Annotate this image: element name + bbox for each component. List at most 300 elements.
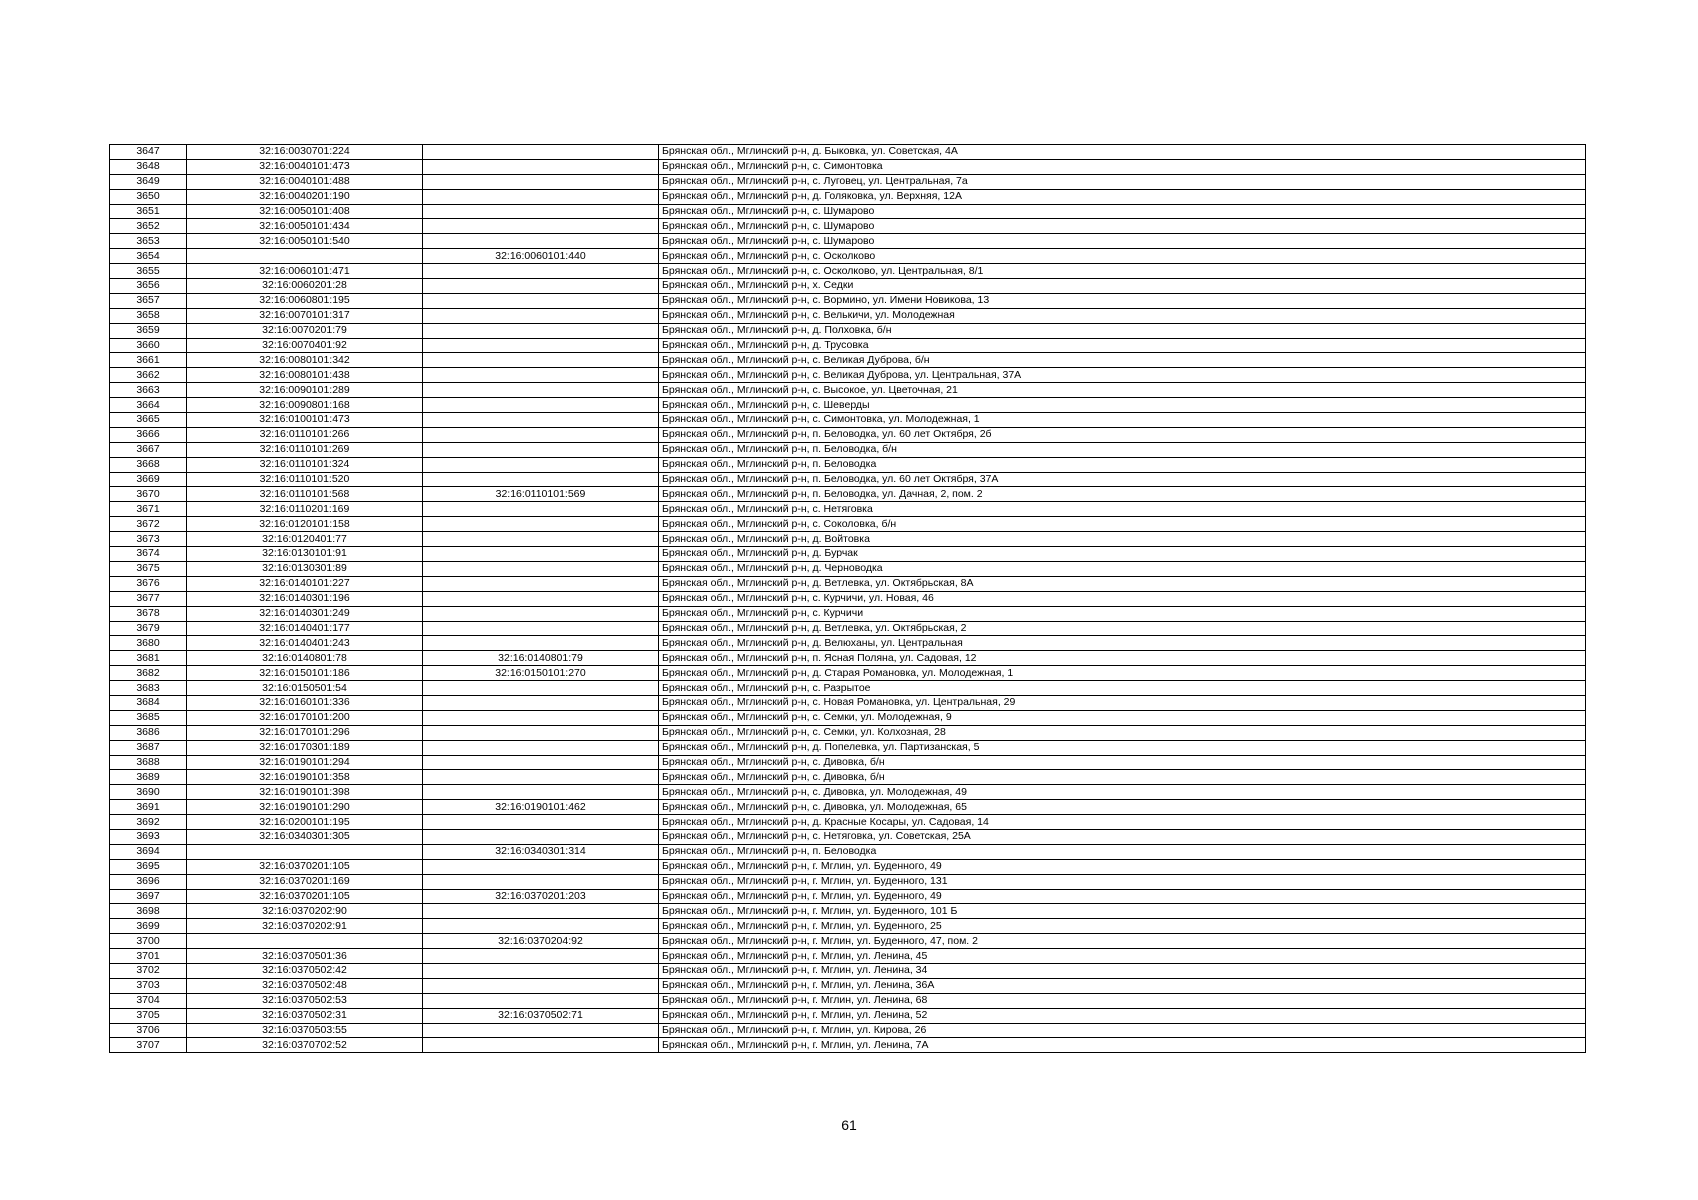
table-row (110, 472, 1586, 487)
related-cadastral-number-cell (423, 591, 659, 606)
table-row (110, 532, 1586, 547)
related-cadastral-number-cell: 32:16:0370201:203 (423, 889, 659, 904)
cadastral-number-cell: 32:16:0070401:92 (187, 338, 423, 353)
related-cadastral-number-cell (423, 383, 659, 398)
table-row (110, 755, 1586, 770)
row-number-cell: 3701 (110, 949, 187, 964)
cadastral-number-cell: 32:16:0040101:473 (187, 159, 423, 174)
related-cadastral-number-cell (423, 1023, 659, 1038)
address-cell: Брянская обл., Мглинский р-н, д. Быковка, ул. Советская, 4А (659, 145, 1586, 160)
related-cadastral-number-cell (423, 159, 659, 174)
row-number-cell: 3679 (110, 621, 187, 636)
table-row (110, 785, 1586, 800)
address-cell: Брянская обл., Мглинский р-н, с. Дивовка, б/н (659, 755, 1586, 770)
related-cadastral-number-cell (423, 859, 659, 874)
row-number-cell: 3698 (110, 904, 187, 919)
row-number-cell: 3705 (110, 1008, 187, 1023)
address-cell: Брянская обл., Мглинский р-н, д. Красные Косары, ул. Садовая, 14 (659, 815, 1586, 830)
table-row (110, 993, 1586, 1008)
address-cell: Брянская обл., Мглинский р-н, с. Дивовка, ул. Молодежная, 65 (659, 800, 1586, 815)
related-cadastral-number-cell (423, 338, 659, 353)
related-cadastral-number-cell (423, 636, 659, 651)
address-cell: Брянская обл., Мглинский р-н, г. Мглин, ул. Буденного, 101 Б (659, 904, 1586, 919)
address-cell: Брянская обл., Мглинский р-н, д. Полховка, б/н (659, 323, 1586, 338)
cadastral-number-cell: 32:16:0110101:324 (187, 457, 423, 472)
cadastral-number-cell: 32:16:0190101:398 (187, 785, 423, 800)
table-row (110, 174, 1586, 189)
row-number-cell: 3652 (110, 219, 187, 234)
cadastral-number-cell: 32:16:0370502:31 (187, 1008, 423, 1023)
table-row (110, 487, 1586, 502)
table-row (110, 815, 1586, 830)
row-number-cell: 3664 (110, 398, 187, 413)
address-cell: Брянская обл., Мглинский р-н, с. Шумарово (659, 234, 1586, 249)
cadastral-number-cell: 32:16:0370201:105 (187, 889, 423, 904)
cadastral-number-cell: 32:16:0050101:408 (187, 204, 423, 219)
address-cell: Брянская обл., Мглинский р-н, х. Седки (659, 279, 1586, 294)
row-number-cell: 3697 (110, 889, 187, 904)
row-number-cell: 3706 (110, 1023, 187, 1038)
row-number-cell: 3659 (110, 323, 187, 338)
address-cell: Брянская обл., Мглинский р-н, с. Великая Дуброва, б/н (659, 353, 1586, 368)
address-cell: Брянская обл., Мглинский р-н, с. Разрытое (659, 681, 1586, 696)
address-cell: Брянская обл., Мглинский р-н, г. Мглин, ул. Буденного, 25 (659, 919, 1586, 934)
cadastral-number-cell: 32:16:0050101:540 (187, 234, 423, 249)
row-number-cell: 3651 (110, 204, 187, 219)
cadastral-number-cell: 32:16:0040101:488 (187, 174, 423, 189)
row-number-cell: 3675 (110, 561, 187, 576)
table-row (110, 666, 1586, 681)
cadastral-number-cell: 32:16:0190101:294 (187, 755, 423, 770)
related-cadastral-number-cell: 32:16:0060101:440 (423, 249, 659, 264)
row-number-cell: 3681 (110, 651, 187, 666)
related-cadastral-number-cell (423, 174, 659, 189)
row-number-cell: 3707 (110, 1038, 187, 1053)
row-number-cell: 3699 (110, 919, 187, 934)
related-cadastral-number-cell: 32:16:0370502:71 (423, 1008, 659, 1023)
table-row (110, 219, 1586, 234)
address-cell: Брянская обл., Мглинский р-н, п. Ясная Поляна, ул. Садовая, 12 (659, 651, 1586, 666)
related-cadastral-number-cell (423, 145, 659, 160)
row-number-cell: 3692 (110, 815, 187, 830)
cadastral-number-cell: 32:16:0110101:269 (187, 442, 423, 457)
cadastral-number-cell: 32:16:0190101:290 (187, 800, 423, 815)
row-number-cell: 3672 (110, 517, 187, 532)
address-cell: Брянская обл., Мглинский р-н, с. Дивовка, ул. Молодежная, 49 (659, 785, 1586, 800)
table-row (110, 561, 1586, 576)
address-cell: Брянская обл., Мглинский р-н, п. Беловодка, ул. 60 лет Октября, 2б (659, 427, 1586, 442)
related-cadastral-number-cell (423, 978, 659, 993)
table-row (110, 606, 1586, 621)
related-cadastral-number-cell (423, 576, 659, 591)
related-cadastral-number-cell (423, 606, 659, 621)
address-cell: Брянская обл., Мглинский р-н, с. Высокое, ул. Цветочная, 21 (659, 383, 1586, 398)
address-cell: Брянская обл., Мглинский р-н, г. Мглин, ул. Ленина, 34 (659, 963, 1586, 978)
related-cadastral-number-cell (423, 442, 659, 457)
related-cadastral-number-cell (423, 532, 659, 547)
address-cell: Брянская обл., Мглинский р-н, п. Беловодка, б/н (659, 442, 1586, 457)
cadastral-number-cell: 32:16:0340301:305 (187, 829, 423, 844)
row-number-cell: 3674 (110, 547, 187, 562)
row-number-cell: 3656 (110, 279, 187, 294)
address-cell: Брянская обл., Мглинский р-н, д. Трусовка (659, 338, 1586, 353)
row-number-cell: 3691 (110, 800, 187, 815)
address-cell: Брянская обл., Мглинский р-н, с. Семки, ул. Колхозная, 28 (659, 725, 1586, 740)
address-cell: Брянская обл., Мглинский р-н, г. Мглин, ул. Ленина, 45 (659, 949, 1586, 964)
cadastral-number-cell: 32:16:0170301:189 (187, 740, 423, 755)
address-cell: Брянская обл., Мглинский р-н, г. Мглин, ул. Кирова, 26 (659, 1023, 1586, 1038)
cadastral-number-cell: 32:16:0130301:89 (187, 561, 423, 576)
address-cell: Брянская обл., Мглинский р-н, д. Велюханы, ул. Центральная (659, 636, 1586, 651)
row-number-cell: 3666 (110, 427, 187, 442)
related-cadastral-number-cell: 32:16:0370204:92 (423, 934, 659, 949)
address-cell: Брянская обл., Мглинский р-н, с. Соколовка, б/н (659, 517, 1586, 532)
cadastral-number-cell: 32:16:0130101:91 (187, 547, 423, 562)
related-cadastral-number-cell (423, 353, 659, 368)
address-cell: Брянская обл., Мглинский р-н, с. Нетяговка (659, 502, 1586, 517)
table-row (110, 502, 1586, 517)
related-cadastral-number-cell (423, 993, 659, 1008)
row-number-cell: 3689 (110, 770, 187, 785)
row-number-cell: 3660 (110, 338, 187, 353)
table-row (110, 338, 1586, 353)
related-cadastral-number-cell (423, 368, 659, 383)
row-number-cell: 3658 (110, 308, 187, 323)
cadastral-number-cell: 32:16:0170101:200 (187, 710, 423, 725)
cadastral-number-cell: 32:16:0160101:336 (187, 695, 423, 710)
cadastral-number-cell: 32:16:0370702:52 (187, 1038, 423, 1053)
row-number-cell: 3670 (110, 487, 187, 502)
address-cell: Брянская обл., Мглинский р-н, г. Мглин, ул. Ленина, 36А (659, 978, 1586, 993)
row-number-cell: 3677 (110, 591, 187, 606)
cadastral-number-cell: 32:16:0150501:54 (187, 681, 423, 696)
address-cell: Брянская обл., Мглинский р-н, с. Луговец, ул. Центральная, 7а (659, 174, 1586, 189)
table-row (110, 636, 1586, 651)
row-number-cell: 3657 (110, 293, 187, 308)
table-row (110, 249, 1586, 264)
related-cadastral-number-cell (423, 963, 659, 978)
table-row (110, 383, 1586, 398)
cadastral-number-cell: 32:16:0060101:471 (187, 264, 423, 279)
cadastral-number-cell: 32:16:0370202:90 (187, 904, 423, 919)
related-cadastral-number-cell (423, 502, 659, 517)
address-cell: Брянская обл., Мглинский р-н, д. Ветлевка, ул. Октябрьская, 2 (659, 621, 1586, 636)
table-row (110, 457, 1586, 472)
cadastral-number-cell: 32:16:0140801:78 (187, 651, 423, 666)
cadastral-number-cell: 32:16:0110201:169 (187, 502, 423, 517)
address-cell: Брянская обл., Мглинский р-н, д. Голяковка, ул. Верхняя, 12А (659, 189, 1586, 204)
address-cell: Брянская обл., Мглинский р-н, с. Великая Дуброва, ул. Центральная, 37А (659, 368, 1586, 383)
table-row (110, 770, 1586, 785)
address-cell: Брянская обл., Мглинский р-н, д. Старая Романовка, ул. Молодежная, 1 (659, 666, 1586, 681)
cadastral-number-cell: 32:16:0070201:79 (187, 323, 423, 338)
cadastral-number-cell: 32:16:0100101:473 (187, 413, 423, 428)
related-cadastral-number-cell (423, 904, 659, 919)
table-row (110, 308, 1586, 323)
table-row (110, 204, 1586, 219)
address-cell: Брянская обл., Мглинский р-н, с. Курчичи (659, 606, 1586, 621)
row-number-cell: 3663 (110, 383, 187, 398)
related-cadastral-number-cell (423, 621, 659, 636)
cadastral-number-cell (187, 249, 423, 264)
row-number-cell: 3685 (110, 710, 187, 725)
address-cell: Брянская обл., Мглинский р-н, г. Мглин, ул. Буденного, 47, пом. 2 (659, 934, 1586, 949)
table-row (110, 279, 1586, 294)
table-row (110, 740, 1586, 755)
table-row (110, 725, 1586, 740)
row-number-cell: 3653 (110, 234, 187, 249)
related-cadastral-number-cell (423, 398, 659, 413)
table-row (110, 963, 1586, 978)
row-number-cell: 3702 (110, 963, 187, 978)
cadastral-number-cell: 32:16:0170101:296 (187, 725, 423, 740)
cadastral-number-cell: 32:16:0050101:434 (187, 219, 423, 234)
table-row (110, 904, 1586, 919)
related-cadastral-number-cell: 32:16:0110101:569 (423, 487, 659, 502)
cadastral-number-cell: 32:16:0140301:196 (187, 591, 423, 606)
cadastral-number-cell: 32:16:0370201:169 (187, 874, 423, 889)
related-cadastral-number-cell (423, 710, 659, 725)
row-number-cell: 3650 (110, 189, 187, 204)
address-cell: Брянская обл., Мглинский р-н, с. Семки, ул. Молодежная, 9 (659, 710, 1586, 725)
related-cadastral-number-cell (423, 695, 659, 710)
related-cadastral-number-cell (423, 219, 659, 234)
related-cadastral-number-cell (423, 829, 659, 844)
row-number-cell: 3661 (110, 353, 187, 368)
address-cell: Брянская обл., Мглинский р-н, п. Беловодка (659, 844, 1586, 859)
related-cadastral-number-cell (423, 204, 659, 219)
address-cell: Брянская обл., Мглинский р-н, с. Вормино, ул. Имени Новикова, 13 (659, 293, 1586, 308)
related-cadastral-number-cell (423, 755, 659, 770)
cadastral-number-cell: 32:16:0200101:195 (187, 815, 423, 830)
related-cadastral-number-cell (423, 323, 659, 338)
table-row (110, 398, 1586, 413)
row-number-cell: 3683 (110, 681, 187, 696)
related-cadastral-number-cell: 32:16:0340301:314 (423, 844, 659, 859)
table-row (110, 934, 1586, 949)
table-row (110, 710, 1586, 725)
address-cell: Брянская обл., Мглинский р-н, с. Симонтовка (659, 159, 1586, 174)
table-row (110, 1023, 1586, 1038)
row-number-cell: 3665 (110, 413, 187, 428)
address-cell: Брянская обл., Мглинский р-н, с. Осколково, ул. Центральная, 8/1 (659, 264, 1586, 279)
address-cell: Брянская обл., Мглинский р-н, с. Новая Романовка, ул. Центральная, 29 (659, 695, 1586, 710)
address-cell: Брянская обл., Мглинский р-н, с. Дивовка, б/н (659, 770, 1586, 785)
table-row (110, 651, 1586, 666)
table-row (110, 949, 1586, 964)
related-cadastral-number-cell (423, 681, 659, 696)
address-cell: Брянская обл., Мглинский р-н, г. Мглин, ул. Ленина, 7А (659, 1038, 1586, 1053)
table-row (110, 591, 1586, 606)
related-cadastral-number-cell (423, 234, 659, 249)
address-cell: Брянская обл., Мглинский р-н, п. Беловодка, ул. 60 лет Октября, 37А (659, 472, 1586, 487)
cadastral-number-cell: 32:16:0370503:55 (187, 1023, 423, 1038)
row-number-cell: 3704 (110, 993, 187, 1008)
cadastral-number-cell: 32:16:0030701:224 (187, 145, 423, 160)
row-number-cell: 3676 (110, 576, 187, 591)
row-number-cell: 3647 (110, 145, 187, 160)
row-number-cell: 3700 (110, 934, 187, 949)
cadastral-number-cell: 32:16:0110101:266 (187, 427, 423, 442)
table-row (110, 874, 1586, 889)
cadastral-number-cell: 32:16:0140401:243 (187, 636, 423, 651)
cadastral-number-cell: 32:16:0190101:358 (187, 770, 423, 785)
cadastral-number-cell: 32:16:0140101:227 (187, 576, 423, 591)
related-cadastral-number-cell (423, 413, 659, 428)
table-row (110, 695, 1586, 710)
related-cadastral-number-cell (423, 725, 659, 740)
row-number-cell: 3703 (110, 978, 187, 993)
row-number-cell: 3680 (110, 636, 187, 651)
table-row (110, 1038, 1586, 1053)
cadastral-number-cell: 32:16:0040201:190 (187, 189, 423, 204)
address-cell: Брянская обл., Мглинский р-н, с. Шеверды (659, 398, 1586, 413)
address-cell: Брянская обл., Мглинский р-н, г. Мглин, ул. Буденного, 49 (659, 889, 1586, 904)
table-row (110, 159, 1586, 174)
cadastral-number-cell: 32:16:0370201:105 (187, 859, 423, 874)
related-cadastral-number-cell (423, 279, 659, 294)
address-cell: Брянская обл., Мглинский р-н, г. Мглин, ул. Ленина, 52 (659, 1008, 1586, 1023)
address-cell: Брянская обл., Мглинский р-н, г. Мглин, ул. Буденного, 131 (659, 874, 1586, 889)
table-row (110, 576, 1586, 591)
row-number-cell: 3690 (110, 785, 187, 800)
row-number-cell: 3688 (110, 755, 187, 770)
address-cell: Брянская обл., Мглинский р-н, д. Черноводка (659, 561, 1586, 576)
row-number-cell: 3667 (110, 442, 187, 457)
row-number-cell: 3678 (110, 606, 187, 621)
table-row (110, 427, 1586, 442)
cadastral-number-cell: 32:16:0370202:91 (187, 919, 423, 934)
address-cell: Брянская обл., Мглинский р-н, с. Шумарово (659, 219, 1586, 234)
table-row (110, 547, 1586, 562)
related-cadastral-number-cell (423, 547, 659, 562)
cadastral-number-cell: 32:16:0120101:158 (187, 517, 423, 532)
row-number-cell: 3655 (110, 264, 187, 279)
row-number-cell: 3684 (110, 695, 187, 710)
related-cadastral-number-cell (423, 949, 659, 964)
table-row (110, 293, 1586, 308)
cadastral-number-cell (187, 934, 423, 949)
related-cadastral-number-cell (423, 1038, 659, 1053)
table-row (110, 145, 1586, 160)
related-cadastral-number-cell (423, 189, 659, 204)
related-cadastral-number-cell (423, 815, 659, 830)
related-cadastral-number-cell (423, 293, 659, 308)
address-cell: Брянская обл., Мглинский р-н, д. Войтовка (659, 532, 1586, 547)
table-row (110, 621, 1586, 636)
row-number-cell: 3687 (110, 740, 187, 755)
row-number-cell: 3671 (110, 502, 187, 517)
cadastral-number-cell: 32:16:0090801:168 (187, 398, 423, 413)
address-cell: Брянская обл., Мглинский р-н, п. Беловодка, ул. Дачная, 2, пом. 2 (659, 487, 1586, 502)
row-number-cell: 3673 (110, 532, 187, 547)
table-row (110, 413, 1586, 428)
cadastral-number-cell: 32:16:0060801:195 (187, 293, 423, 308)
row-number-cell: 3696 (110, 874, 187, 889)
table-row (110, 353, 1586, 368)
table-row (110, 189, 1586, 204)
cadastral-number-cell: 32:16:0370502:53 (187, 993, 423, 1008)
related-cadastral-number-cell (423, 919, 659, 934)
address-cell: Брянская обл., Мглинский р-н, п. Беловодка (659, 457, 1586, 472)
address-cell: Брянская обл., Мглинский р-н, д. Бурчак (659, 547, 1586, 562)
cadastral-number-cell: 32:16:0070101:317 (187, 308, 423, 323)
related-cadastral-number-cell: 32:16:0150101:270 (423, 666, 659, 681)
registry-table (109, 144, 1586, 1053)
cadastral-number-cell: 32:16:0110101:568 (187, 487, 423, 502)
table-row (110, 1008, 1586, 1023)
row-number-cell: 3686 (110, 725, 187, 740)
cadastral-number-cell: 32:16:0120401:77 (187, 532, 423, 547)
table-row (110, 800, 1586, 815)
table-row (110, 368, 1586, 383)
related-cadastral-number-cell (423, 740, 659, 755)
row-number-cell: 3695 (110, 859, 187, 874)
table-row (110, 978, 1586, 993)
row-number-cell: 3648 (110, 159, 187, 174)
related-cadastral-number-cell (423, 785, 659, 800)
cadastral-number-cell: 32:16:0150101:186 (187, 666, 423, 681)
related-cadastral-number-cell (423, 457, 659, 472)
related-cadastral-number-cell (423, 770, 659, 785)
address-cell: Брянская обл., Мглинский р-н, д. Попелевка, ул. Партизанская, 5 (659, 740, 1586, 755)
address-cell: Брянская обл., Мглинский р-н, с. Курчичи, ул. Новая, 46 (659, 591, 1586, 606)
table-row (110, 681, 1586, 696)
table-row (110, 829, 1586, 844)
table-row (110, 517, 1586, 532)
address-cell: Брянская обл., Мглинский р-н, с. Шумарово (659, 204, 1586, 219)
address-cell: Брянская обл., Мглинский р-н, д. Ветлевка, ул. Октябрьская, 8А (659, 576, 1586, 591)
cadastral-number-cell: 32:16:0090101:289 (187, 383, 423, 398)
related-cadastral-number-cell (423, 308, 659, 323)
address-cell: Брянская обл., Мглинский р-н, с. Симонтовка, ул. Молодежная, 1 (659, 413, 1586, 428)
cadastral-number-cell: 32:16:0370502:42 (187, 963, 423, 978)
table-row (110, 442, 1586, 457)
table-row (110, 889, 1586, 904)
row-number-cell: 3649 (110, 174, 187, 189)
table-row (110, 234, 1586, 249)
cadastral-number-cell: 32:16:0110101:520 (187, 472, 423, 487)
cadastral-number-cell: 32:16:0370502:48 (187, 978, 423, 993)
address-cell: Брянская обл., Мглинский р-н, г. Мглин, ул. Ленина, 68 (659, 993, 1586, 1008)
cadastral-number-cell: 32:16:0060201:28 (187, 279, 423, 294)
row-number-cell: 3669 (110, 472, 187, 487)
address-cell: Брянская обл., Мглинский р-н, с. Осколково (659, 249, 1586, 264)
page-number: 61 (841, 1117, 857, 1133)
row-number-cell: 3682 (110, 666, 187, 681)
table-row (110, 264, 1586, 279)
address-cell: Брянская обл., Мглинский р-н, г. Мглин, ул. Буденного, 49 (659, 859, 1586, 874)
cadastral-number-cell: 32:16:0080101:438 (187, 368, 423, 383)
related-cadastral-number-cell: 32:16:0190101:462 (423, 800, 659, 815)
row-number-cell: 3693 (110, 829, 187, 844)
table-row (110, 323, 1586, 338)
related-cadastral-number-cell (423, 517, 659, 532)
row-number-cell: 3694 (110, 844, 187, 859)
related-cadastral-number-cell: 32:16:0140801:79 (423, 651, 659, 666)
related-cadastral-number-cell (423, 427, 659, 442)
registry-table-body (110, 145, 1586, 1053)
cadastral-number-cell: 32:16:0140401:177 (187, 621, 423, 636)
table-row (110, 859, 1586, 874)
cadastral-number-cell: 32:16:0370501:36 (187, 949, 423, 964)
cadastral-number-cell: 32:16:0140301:249 (187, 606, 423, 621)
row-number-cell: 3668 (110, 457, 187, 472)
table-row (110, 919, 1586, 934)
table-row (110, 844, 1586, 859)
cadastral-number-cell (187, 844, 423, 859)
row-number-cell: 3654 (110, 249, 187, 264)
